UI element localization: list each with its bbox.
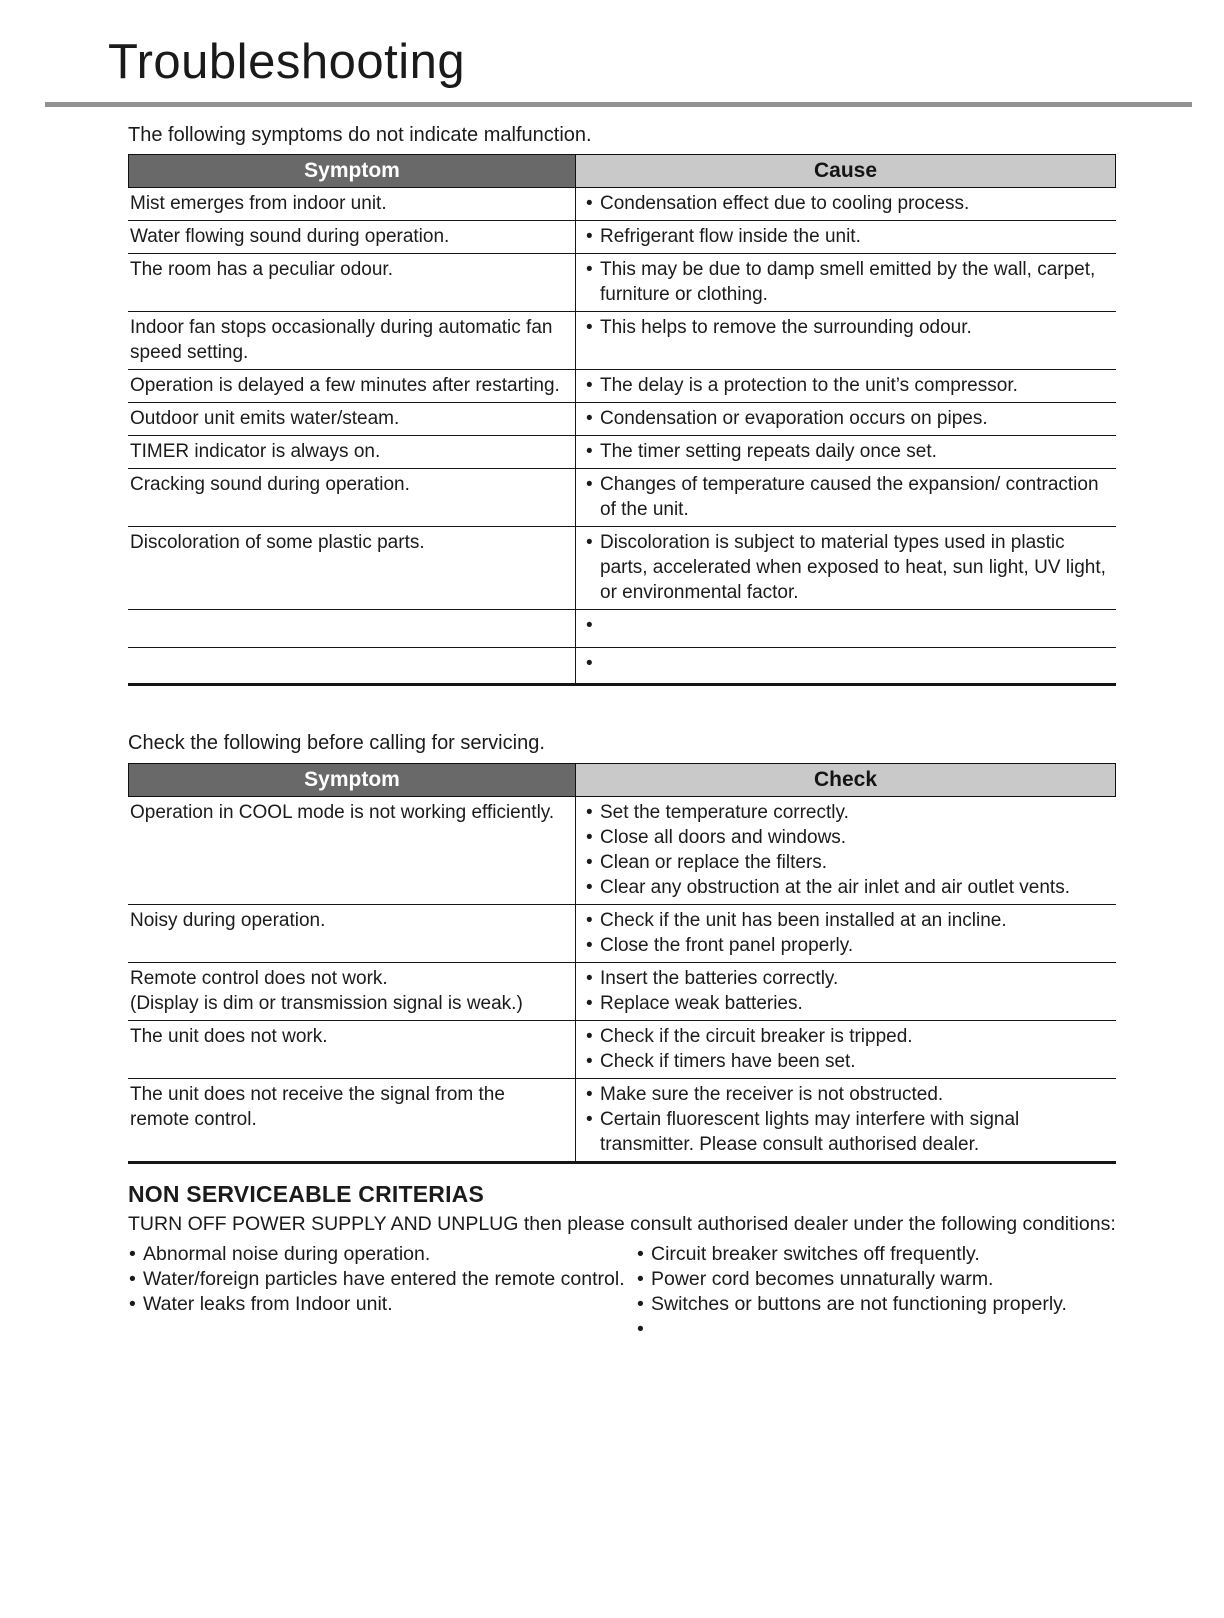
- check-item: • Clean or replace the filters.: [585, 850, 1108, 875]
- symptom-cell: [128, 648, 575, 683]
- table-row: [128, 963, 1116, 1021]
- table-header-row: [128, 763, 1116, 797]
- table-row: [128, 797, 1116, 905]
- symptom-text: The unit does not work.: [130, 1026, 328, 1047]
- symptom-cell: [128, 188, 575, 220]
- cause-cell: [575, 188, 1116, 220]
- symptom-text: Operation is delayed a few minutes after restarting.: [130, 375, 560, 396]
- symptom-text: Mist emerges from indoor unit.: [130, 193, 387, 214]
- check-item: • Clear any obstruction at the air inlet and air outlet vents.: [585, 875, 1108, 900]
- symptom-cell: [128, 610, 575, 647]
- check-cell: [575, 797, 1116, 904]
- symptom-cell: [128, 797, 575, 904]
- check-cell: [575, 1079, 1116, 1161]
- table-row-empty: [128, 648, 1116, 686]
- symptom-text: Discoloration of some plastic parts.: [130, 532, 425, 553]
- check-item: • Close all doors and windows.: [585, 825, 1108, 850]
- table-row-empty: [128, 610, 1116, 648]
- cause-cell: [575, 312, 1116, 369]
- symptom-text: Water flowing sound during operation.: [130, 226, 450, 247]
- cause-cell: [575, 527, 1116, 609]
- table-row: [128, 312, 1116, 370]
- symptom-cell: [128, 221, 575, 253]
- symptom-column-header: Symptom: [129, 155, 576, 187]
- table-header-row: [128, 154, 1116, 188]
- cause-cell: [575, 648, 1116, 683]
- cause-cell: [575, 370, 1116, 402]
- symptom-cell: [128, 370, 575, 402]
- intro-text-servicing: Check the following before calling for servicing.: [128, 732, 545, 754]
- symptom-cell: [128, 527, 575, 609]
- symptom-text: Indoor fan stops occasionally during automatic fan speed setting.: [130, 317, 553, 363]
- symptom-cell: [128, 963, 575, 1020]
- non-serviceable-columns: [128, 1242, 1116, 1317]
- table-row: [128, 469, 1116, 527]
- table-row: [128, 1021, 1116, 1079]
- symptom-cell: [128, 1079, 575, 1161]
- symptom-cell: [128, 312, 575, 369]
- non-serviceable-instruction: TURN OFF POWER SUPPLY AND UNPLUG then please consult authorised dealer under the following conditions:: [128, 1213, 1116, 1235]
- cause-cell: [575, 436, 1116, 468]
- condition-item: • Water leaks from Indoor unit.: [128, 1292, 633, 1317]
- symptom-cell: [128, 1021, 575, 1078]
- check-item: • Check if the unit has been installed at an incline.: [585, 908, 1108, 933]
- symptom-cell: [128, 254, 575, 311]
- non-serviceable-left-column: [128, 1242, 633, 1317]
- cause-cell: [575, 610, 1116, 647]
- cause-cell: [575, 221, 1116, 253]
- symptom-text: Cracking sound during operation.: [130, 474, 410, 495]
- condition-item: • Power cord becomes unnaturally warm.: [636, 1267, 1116, 1292]
- symptom-text: The room has a peculiar odour.: [130, 259, 393, 280]
- symptom-cell: [128, 905, 575, 962]
- check-item: • Check if timers have been set.: [585, 1049, 1108, 1074]
- page-title: Troubleshooting: [108, 35, 466, 89]
- cause-item: • The delay is a protection to the unit’s compressor.: [585, 373, 1108, 398]
- manual-page: [0, 34, 1224, 1618]
- check-item: • Close the front panel properly.: [585, 933, 1108, 958]
- symptom-text: Operation in COOL mode is not working efficiently.: [130, 802, 555, 823]
- table-row: [128, 221, 1116, 254]
- table-row: [128, 527, 1116, 610]
- table-row: [128, 254, 1116, 312]
- symptom-text: Remote control does not work.: [130, 968, 388, 989]
- cause-item: • Refrigerant flow inside the unit.: [585, 224, 1108, 249]
- cause-cell: [575, 254, 1116, 311]
- symptom-cell: [128, 403, 575, 435]
- condition-item: • Water/foreign particles have entered the remote control.: [128, 1267, 633, 1292]
- intro-text-symptoms: The following symptoms do not indicate malfunction.: [128, 124, 592, 146]
- symptom-column-header: Symptom: [129, 764, 576, 796]
- cause-column-header: Cause: [576, 155, 1115, 187]
- condition-item: • Abnormal noise during operation.: [128, 1242, 633, 1267]
- cause-item: • This may be due to damp smell emitted by the wall, carpet, furniture or clothing.: [585, 257, 1108, 307]
- check-cell: [575, 963, 1116, 1020]
- symptom-text: TIMER indicator is always on.: [130, 441, 381, 462]
- non-serviceable-right-column: [633, 1242, 1116, 1317]
- check-item: • Replace weak batteries.: [585, 991, 1108, 1016]
- cause-item: • This helps to remove the surrounding odour.: [585, 315, 1108, 340]
- check-item: • Certain fluorescent lights may interfere with signal transmitter. Please consult authorised dealer.: [585, 1107, 1108, 1157]
- symptoms-check-table: [128, 763, 1116, 1164]
- check-item: • Check if the circuit breaker is tripped.: [585, 1024, 1108, 1049]
- cause-cell: [575, 403, 1116, 435]
- condition-item: • Circuit breaker switches off frequently.: [636, 1242, 1116, 1267]
- symptom-text: Outdoor unit emits water/steam.: [130, 408, 400, 429]
- check-column-header: Check: [576, 764, 1115, 796]
- title-divider: [45, 102, 1192, 107]
- check-item: • Insert the batteries correctly.: [585, 966, 1108, 991]
- symptom-text: The unit does not receive the signal from the remote control.: [130, 1084, 505, 1130]
- symptom-cell: [128, 436, 575, 468]
- table-row: [128, 403, 1116, 436]
- symptom-cell: [128, 469, 575, 526]
- table-row: [128, 1079, 1116, 1164]
- cause-item: • The timer setting repeats daily once set.: [585, 439, 1108, 464]
- cause-item: • Condensation or evaporation occurs on pipes.: [585, 406, 1108, 431]
- check-cell: [575, 1021, 1116, 1078]
- table-row: [128, 905, 1116, 963]
- table-row: [128, 188, 1116, 221]
- cause-item: • Changes of temperature caused the expansion/ contraction of the unit.: [585, 472, 1108, 522]
- check-item: • Make sure the receiver is not obstructed.: [585, 1082, 1108, 1107]
- cause-item: • Condensation effect due to cooling process.: [585, 191, 1108, 216]
- condition-item: • Switches or buttons are not functioning properly.: [636, 1292, 1116, 1317]
- symptom-text: Noisy during operation.: [130, 910, 326, 931]
- symptom-text: (Display is dim or transmission signal is weak.): [130, 993, 523, 1014]
- table-row: [128, 436, 1116, 469]
- check-cell: [575, 905, 1116, 962]
- check-item: • Set the temperature correctly.: [585, 800, 1108, 825]
- cause-cell: [575, 469, 1116, 526]
- table-row: [128, 370, 1116, 403]
- page-content: [128, 124, 1116, 1317]
- cause-item: • Discoloration is subject to material types used in plastic parts, accelerated when exposed to heat, sun light, UV light, or environmental factor.: [585, 530, 1108, 605]
- symptoms-cause-table: [128, 154, 1116, 686]
- non-serviceable-heading: NON SERVICEABLE CRITERIAS: [128, 1181, 485, 1207]
